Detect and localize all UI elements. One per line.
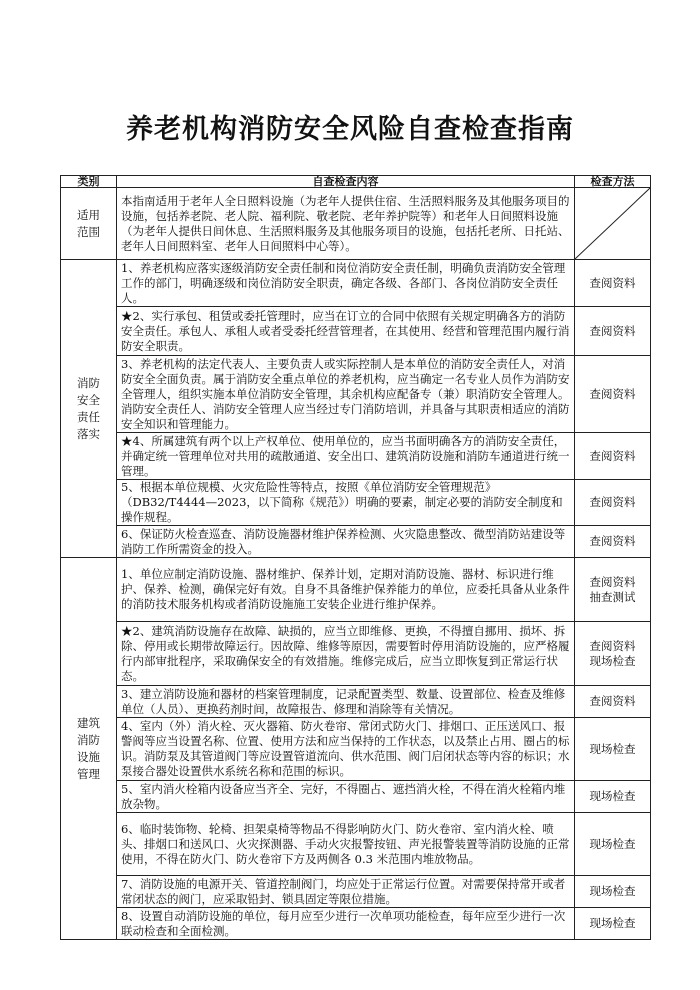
row-content: 5、根据本单位规模、火灾危险性等特点，按照《单位消防安全管理规范》（DB32/T4444—2023，以下简称《规范》）明确的要素，制定必要的消防安全制度和操作规程。	[117, 480, 575, 526]
row-method: 查阅资料	[575, 433, 651, 480]
table-row	[61, 480, 651, 526]
table-row	[61, 356, 651, 433]
category-label: 适用 范围	[77, 207, 100, 239]
row-method: 查阅资料	[575, 480, 651, 526]
table-row	[61, 781, 651, 813]
row-content: ★2、实行承包、租赁或委托管理时，应当在订立的合同中依照有关规定明确各方的消防安全责任。承包人、承租人或者受委托经营管理者，在其使用、经营和管理范围内履行消防安全职责。	[117, 307, 575, 356]
row-content: ★2、建筑消防设施存在故障、缺损的，应当立即维修、更换，不得擅自挪用、损坏、拆除、停用或长期带故障运行。因故障、维修等原因，需要暂时停用消防设施的，应严格履行内部审批程序，采取确保安全的有效措施。维修完成后，应当立即恢复到正常运行状态。	[117, 622, 575, 686]
table-row	[61, 876, 651, 908]
row-content: 4、室内（外）消火栓、灭火器箱、防火卷帘、常闭式防火门、排烟口、正压送风口、报警阀等应当设置名称、位置、使用方法和应当保持的工作状态，以及禁止占用、圈占的标识。消防泵及其管道阀门等应设置管道流向、供水范围、阀门启闭状态等内容的标识；水泵接合器处设置供水系统名称和范围的标识。	[117, 718, 575, 781]
row-content: 7、消防设施的电源开关、管道控制阀门，均应处于正常运行位置。对需要保持常开或者常闭状态的阀门，应采取铅封、锁具固定等限位措施。	[117, 876, 575, 908]
row-content: 8、设置自动消防设施的单位，每月应至少进行一次单项功能检查，每年应至少进行一次联动检查和全面检测。	[117, 908, 575, 940]
row-method: 现场检查	[575, 781, 651, 813]
table-row	[61, 260, 651, 307]
table-row	[61, 307, 651, 356]
row-method: 现场检查	[575, 908, 651, 940]
header-category: 类别	[61, 176, 117, 188]
row-method: 查阅资料	[575, 686, 651, 718]
row-content: 5、室内消火栓箱内设备应当齐全、完好，不得圈占、遮挡消火栓，不得在消火栓箱内堆放杂物。	[117, 781, 575, 813]
row-method: 现场检查	[575, 876, 651, 908]
row-method-text: 查阅资料 现场检查	[589, 638, 636, 668]
row-content: 1、单位应制定消防设施、器材维护、保养计划，定期对消防设施、器材、标识进行维护、保养、检测，确保完好有效。自身不具备维护保养能力的单位，应委托具备从业条件的消防技术服务机构或者消防设施施工安装企业进行维护保养。	[117, 558, 575, 622]
scope-category	[61, 188, 117, 260]
header-content: 自查检查内容	[117, 176, 575, 188]
row-method	[575, 558, 651, 622]
category-label: 消防 安全 责任 落实	[77, 375, 100, 441]
row-method: 查阅资料	[575, 307, 651, 356]
table-row	[61, 686, 651, 718]
row-method-text: 查阅资料 抽查测试	[589, 574, 636, 604]
table-row	[61, 813, 651, 876]
row-method: 查阅资料	[575, 356, 651, 433]
header-row	[61, 176, 651, 188]
category-label: 建筑 消防 设施 管理	[77, 715, 100, 781]
header-method: 检查方法	[575, 176, 651, 188]
row-content: 3、养老机构的法定代表人、主要负责人或实际控制人是本单位的消防安全责任人，对消防安全全面负责。属于消防安全重点单位的养老机构，应当确定一名专业人员作为消防安全管理人，组织实施本单位消防安全管理，其余机构应配备专（兼）职消防安全管理人。消防安全责任人、消防安全管理人应当经过专门消防培训，并具备与其职责相适应的消防安全知识和管理能力。	[117, 356, 575, 433]
row-content: 1、养老机构应落实逐级消防安全责任制和岗位消防安全责任制，明确负责消防安全管理工作的部门，明确逐级和岗位消防安全职责，确定各级、各部门、各岗位消防安全责任人。	[117, 260, 575, 307]
row-content: ★4、所属建筑有两个以上产权单位、使用单位的，应当书面明确各方的消防安全责任，并确定统一管理单位对共用的疏散通道、安全出口、建筑消防设施和消防车通道进行统一管理。	[117, 433, 575, 480]
table-row	[61, 908, 651, 940]
diagonal-line	[575, 188, 650, 259]
row-content: 6、临时装饰物、轮椅、担架桌椅等物品不得影响防火门、防火卷帘、室内消火栓、喷头、排烟口和送风口、火灾探测器、手动火灾报警按钮、声光报警装置等消防设施的正常使用，不得在防火门、防火卷帘下方及两侧各 0.3 米范围内堆放物品。	[117, 813, 575, 876]
checklist-table	[60, 175, 651, 940]
scope-row	[61, 188, 651, 260]
table-row	[61, 622, 651, 686]
row-method: 查阅资料	[575, 526, 651, 558]
row-content: 3、建立消防设施和器材的档案管理制度，记录配置类型、数量、设置部位、检查及维修单位（人员）、更换药剂时间，故障报告、修理和消除等有关情况。	[117, 686, 575, 718]
section2-category	[61, 558, 117, 940]
row-content: 6、保证防火检查巡查、消防设施器材维护保养检测、火灾隐患整改、微型消防站建设等消防工作所需资金的投入。	[117, 526, 575, 558]
row-method: 现场检查	[575, 813, 651, 876]
table-row	[61, 718, 651, 781]
scope-content: 本指南适用于老年人全日照料设施（为老年人提供住宿、生活照料服务及其他服务项目的设施，包括养老院、老人院、福利院、敬老院、老年养护院等）和老年人日间照料设施（为老年人提供日间休息、生活照料服务及其他服务项目的设施，包括托老所、日托站、老年人日间照料室、老年人日间照料中心等）。	[117, 188, 575, 260]
table-row	[61, 558, 651, 622]
table-row	[61, 433, 651, 480]
section1-category	[61, 260, 117, 558]
table-row	[61, 526, 651, 558]
page-title: 养老机构消防安全风险自查检查指南	[126, 114, 574, 145]
row-method: 查阅资料	[575, 260, 651, 307]
scope-method-blank	[575, 188, 651, 260]
row-method	[575, 622, 651, 686]
row-method: 现场检查	[575, 718, 651, 781]
